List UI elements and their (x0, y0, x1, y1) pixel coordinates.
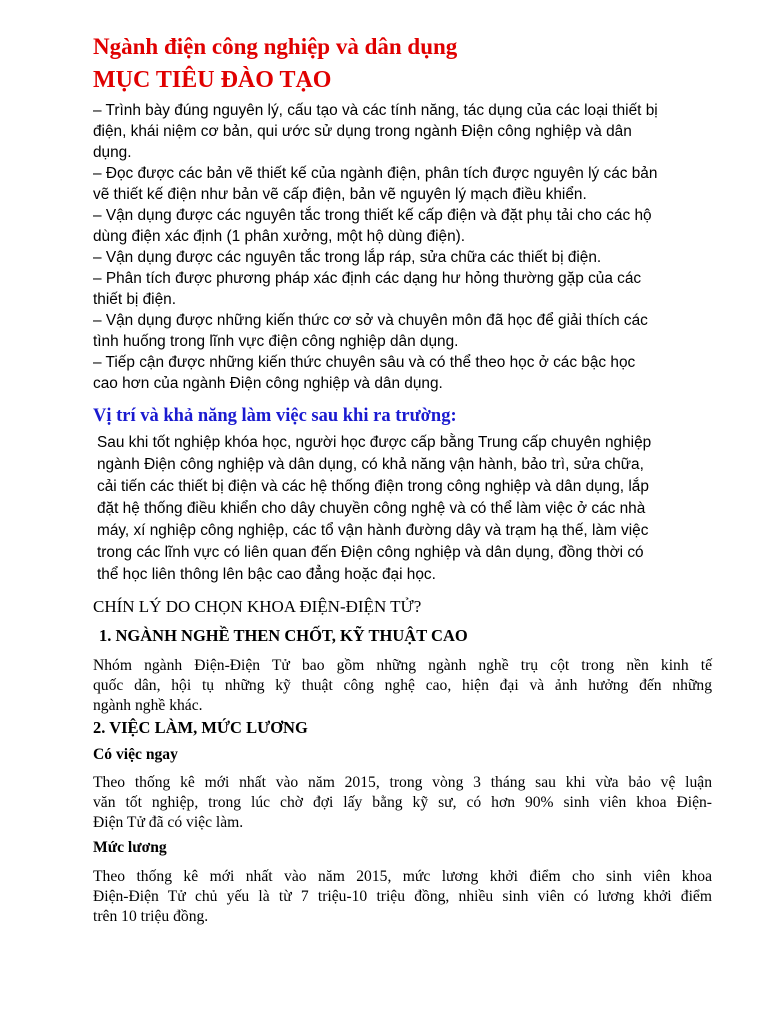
objective-line: dụng. (93, 144, 132, 161)
paragraph-line: trên 10 triệu đồng. (93, 908, 209, 925)
subsection-jobs-heading: Có việc ngay (93, 746, 178, 763)
subsection-salary-paragraph (93, 867, 712, 927)
paragraph-line: Điện-Điện Tử chủ yếu là từ 7 triệu-10 triệu đồng, nhiều sinh viên có lương khởi điểm (93, 888, 712, 905)
objective-line: thiết bị điện. (93, 291, 176, 308)
objective-line: – Đọc được các bản vẽ thiết kế của ngành điện, phân tích được nguyên lý các bản (93, 165, 658, 182)
objectives-list (93, 100, 658, 394)
paragraph-line: ngành nghề khác. (93, 697, 203, 714)
career-line: cải tiến các thiết bị điện và các hệ thống điện trong công nghiệp và dân dụng, lắp (97, 478, 649, 495)
paragraph-line: Theo thống kê mới nhất vào năm 2015, mức lương khởi điểm cho sinh viên khoa (93, 868, 712, 885)
objective-line: – Trình bày đúng nguyên lý, cấu tạo và các tính năng, tác dụng của các loại thiết bị (93, 102, 658, 119)
career-paragraph (97, 432, 651, 586)
section-1-paragraph (93, 656, 712, 716)
career-line: thể học liên thông lên bậc cao đẳng hoặc đại học. (97, 566, 436, 583)
career-line: đặt hệ thống điều khiển cho dây chuyền công nghệ và có thể làm việc ở các nhà (97, 500, 646, 517)
career-line: Sau khi tốt nghiệp khóa học, người học được cấp bằng Trung cấp chuyên nghiệp (97, 434, 652, 451)
subsection-jobs-paragraph (93, 773, 712, 833)
objective-line: dùng điện xác định (1 phân xưởng, một hộ dùng điện). (93, 228, 466, 245)
reasons-heading: CHÍN LÝ DO CHỌN KHOA ĐIỆN-ĐIỆN TỬ? (93, 597, 422, 616)
objective-line: vẽ thiết kế điện như bản vẽ cấp điện, bản vẽ nguyên lý mạch điều khiển. (93, 186, 587, 203)
section-1-heading: 1. NGÀNH NGHỀ THEN CHỐT, KỸ THUẬT CAO (99, 626, 468, 645)
objective-line: – Tiếp cận được những kiến thức chuyên sâu và có thể theo học ở các bậc học (93, 354, 636, 371)
paragraph-line: quốc dân, hội tụ những kỹ thuật công nghệ cao, hiện đại và ảnh hưởng đến những (93, 677, 712, 694)
career-line: trong các lĩnh vực có liên quan đến Điện công nghiệp và dân dụng, đồng thời có (97, 544, 644, 561)
section-2-heading: 2. VIỆC LÀM, MỨC LƯƠNG (93, 718, 308, 737)
paragraph-line: Điện Tử đã có việc làm. (93, 814, 244, 831)
career-heading: Vị trí và khả năng làm việc sau khi ra trường: (93, 406, 457, 426)
career-line: máy, xí nghiệp công nghiệp, các tổ vận hành đường dây và trạm hạ thế, làm việc (97, 522, 649, 539)
paragraph-line: Nhóm ngành Điện-Điện Tử bao gồm những ngành nghề trụ cột trong nền kinh tế (93, 657, 712, 674)
objective-line: điện, khái niệm cơ bản, qui ước sử dụng trong ngành Điện công nghiệp và dân (93, 123, 632, 140)
document-title: Ngành điện công nghiệp và dân dụng (93, 34, 458, 59)
objective-line: – Phân tích được phương pháp xác định các dạng hư hỏng thường gặp của các (93, 270, 642, 287)
objective-line: tình huống trong lĩnh vực điện công nghiệp dân dụng. (93, 333, 459, 350)
objective-line: – Vận dụng được những kiến thức cơ sở và chuyên môn đã học để giải thích các (93, 312, 648, 329)
paragraph-line: văn tốt nghiệp, trong lúc chờ đợi lấy bằng kỹ sư, có hơn 90% sinh viên khoa Điện- (93, 794, 712, 811)
training-objectives-heading: MỤC TIÊU ĐÀO TẠO (93, 67, 332, 93)
objective-line: cao hơn của ngành Điện công nghiệp và dân dụng. (93, 375, 443, 392)
career-line: ngành Điện công nghiệp và dân dụng, có khả năng vận hành, bảo trì, sửa chữa, (97, 456, 644, 473)
subsection-salary-heading: Mức lương (93, 839, 167, 856)
objective-line: – Vận dụng được các nguyên tắc trong thiết kế cấp điện và đặt phụ tải cho các hộ (93, 207, 652, 224)
paragraph-line: Theo thống kê mới nhất vào năm 2015, trong vòng 3 tháng sau khi vừa bảo vệ luận (93, 774, 712, 791)
objective-line: – Vận dụng được các nguyên tắc trong lắp ráp, sửa chữa các thiết bị điện. (93, 249, 602, 266)
